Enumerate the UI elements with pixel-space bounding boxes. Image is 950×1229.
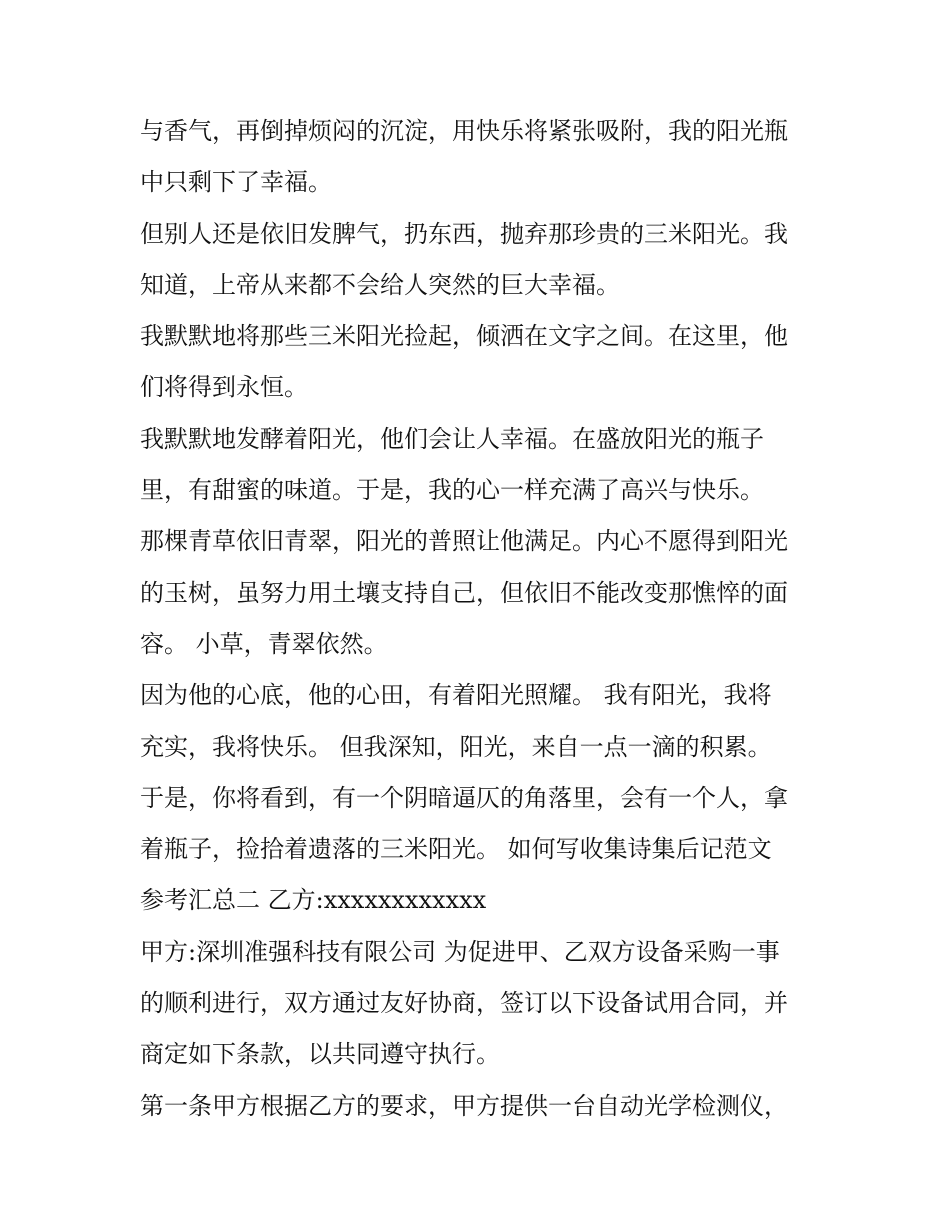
text-line: 知道，上帝从来都不会给人突然的巨大幸福。 [140, 270, 620, 299]
text-line: 们将得到永恒。 [140, 373, 308, 402]
text-line: 容。 小草，青翠依然。 [140, 629, 388, 658]
text-line: 于是，你将看到，有一个阴暗逼仄的角落里，会有一个人，拿 [140, 783, 788, 812]
text-line: 中只剩下了幸福。 [140, 168, 332, 197]
text-line: 与香气，再倒掉烦闷的沉淀，用快乐将紧张吸附，我的阳光瓶 [140, 117, 788, 145]
text-line: 商定如下条款，以共同遵守执行。 [140, 1040, 500, 1069]
text-line: 因为他的心底，他的心田，有着阳光照耀。 我有阳光，我将 [140, 681, 772, 710]
text-line: 参考汇总二 乙方:xxxxxxxxxxxx [140, 886, 487, 915]
text-line: 着瓶子，捡拾着遗落的三米阳光。 如何写收集诗集后记范文 [140, 835, 772, 864]
text-line: 但别人还是依旧发脾气，扔东西，抛弃那珍贵的三米阳光。我 [140, 219, 788, 248]
text-line: 充实，我将快乐。 但我深知，阳光，来自一点一滴的积累。 [140, 732, 772, 761]
text-line: 我默默地将那些三米阳光捡起，倾洒在文字之间。在这里，他 [140, 322, 788, 351]
text-line: 那棵青草依旧青翠，阳光的普照让他满足。内心不愿得到阳光 [140, 527, 788, 556]
document-body [140, 106, 820, 1132]
text-line: 第一条甲方根据乙方的要求，甲方提供一台自动光学检测仪， [140, 1091, 788, 1120]
text-line: 里，有甜蜜的味道。于是，我的心一样充满了高兴与快乐。 [140, 476, 764, 505]
text-line: 我默默地发酵着阳光，他们会让人幸福。在盛放阳光的瓶子 [140, 424, 764, 453]
text-line: 的顺利进行，双方通过友好协商，签订以下设备试用合同，并 [140, 989, 788, 1018]
text-line: 的玉树，虽努力用土壤支持自己，但依旧不能改变那憔悴的面 [140, 578, 788, 607]
text-line: 甲方:深圳准强科技有限公司 为促进甲、乙双方设备采购一事 [140, 937, 780, 966]
